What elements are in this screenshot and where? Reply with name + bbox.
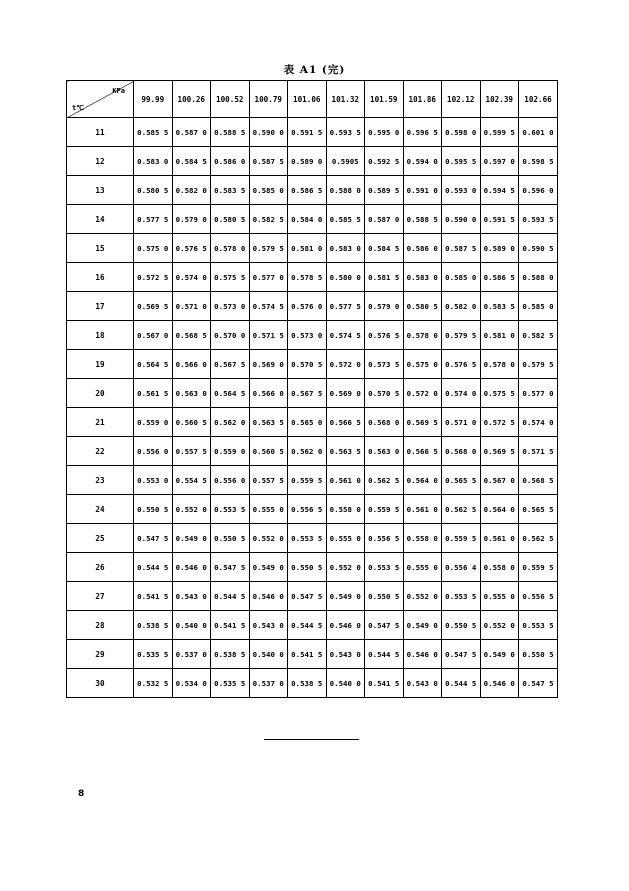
temperature-cell: 14: [67, 205, 134, 234]
value-cell: 0.568 5: [519, 466, 558, 495]
value-cell: 0.580 5: [211, 205, 250, 234]
value-cell: 0.559 0: [134, 408, 173, 437]
value-cell: 0.586 5: [480, 263, 519, 292]
value-cell: 0.556 5: [288, 495, 327, 524]
value-cell: 0.567 5: [288, 379, 327, 408]
value-cell: 0.544 5: [211, 582, 250, 611]
value-cell: 0.583 5: [211, 176, 250, 205]
value-cell: 0.582 5: [519, 321, 558, 350]
value-cell: 0.588 0: [519, 263, 558, 292]
value-cell: 0.557 5: [172, 437, 211, 466]
value-cell: 0.588 5: [403, 205, 442, 234]
value-cell: 0.566 5: [326, 408, 365, 437]
value-cell: 0.564 5: [211, 379, 250, 408]
value-cell: 0.564 5: [134, 350, 173, 379]
value-cell: 0.586 0: [403, 234, 442, 263]
value-cell: 0.547 5: [519, 669, 558, 698]
temperature-cell: 23: [67, 466, 134, 495]
table-row: [67, 118, 558, 147]
pressure-header-cell: 101.59: [365, 81, 404, 118]
table-row: [67, 379, 558, 408]
value-cell: 0.576 5: [442, 350, 481, 379]
value-cell: 0.576 5: [365, 321, 404, 350]
value-cell: 0.572 5: [134, 263, 173, 292]
value-cell: 0.598 0: [442, 118, 481, 147]
value-cell: 0.549 0: [326, 582, 365, 611]
table-row: [67, 669, 558, 698]
value-cell: 0.587 0: [172, 118, 211, 147]
value-cell: 0.579 5: [519, 350, 558, 379]
value-cell: 0.559 0: [211, 437, 250, 466]
value-cell: 0.567 0: [480, 466, 519, 495]
table-row: [67, 321, 558, 350]
value-cell: 0.592 5: [365, 147, 404, 176]
value-cell: 0.573 0: [288, 321, 327, 350]
value-cell: 0.579 5: [442, 321, 481, 350]
value-cell: 0.544 5: [442, 669, 481, 698]
value-cell: 0.543 0: [172, 582, 211, 611]
value-cell: 0.579 0: [365, 292, 404, 321]
value-cell: 0.553 0: [134, 466, 173, 495]
value-cell: 0.553 5: [365, 553, 404, 582]
value-cell: 0.541 5: [134, 582, 173, 611]
value-cell: 0.554 5: [172, 466, 211, 495]
header-row: [67, 81, 558, 118]
value-cell: 0.537 0: [172, 640, 211, 669]
temperature-cell: 18: [67, 321, 134, 350]
value-cell: 0.566 0: [172, 350, 211, 379]
value-cell: 0.549 0: [403, 611, 442, 640]
value-cell: 0.561 0: [480, 524, 519, 553]
table-row: [67, 205, 558, 234]
value-cell: 0.558 0: [403, 524, 442, 553]
value-cell: 0.538 5: [211, 640, 250, 669]
value-cell: 0.585 0: [249, 176, 288, 205]
value-cell: 0.563 5: [326, 437, 365, 466]
value-cell: 0.544 5: [134, 553, 173, 582]
temperature-cell: 16: [67, 263, 134, 292]
value-cell: 0.587 5: [249, 147, 288, 176]
table-row: [67, 292, 558, 321]
temperature-cell: 26: [67, 553, 134, 582]
value-cell: 0.559 5: [365, 495, 404, 524]
value-cell: 0.578 0: [480, 350, 519, 379]
value-cell: 0.591 5: [288, 118, 327, 147]
value-cell: 0.562 0: [211, 408, 250, 437]
value-cell: 0.587 0: [365, 205, 404, 234]
value-cell: 0.547 5: [211, 553, 250, 582]
value-cell: 0.540 0: [326, 669, 365, 698]
value-cell: 0.557 5: [249, 466, 288, 495]
value-cell: 0.555 0: [480, 582, 519, 611]
value-cell: 0.537 0: [249, 669, 288, 698]
value-cell: 0.556 5: [519, 582, 558, 611]
value-cell: 0.555 0: [403, 553, 442, 582]
value-cell: 0.569 0: [326, 379, 365, 408]
value-cell: 0.552 0: [172, 495, 211, 524]
value-cell: 0.552 0: [249, 524, 288, 553]
value-cell: 0.576 0: [288, 292, 327, 321]
value-cell: 0.546 0: [249, 582, 288, 611]
value-cell: 0.550 5: [134, 495, 173, 524]
value-cell: 0.598 5: [519, 147, 558, 176]
value-cell: 0.538 5: [288, 669, 327, 698]
value-cell: 0.562 5: [442, 495, 481, 524]
temperature-cell: 25: [67, 524, 134, 553]
corner-header-cell: [67, 81, 134, 118]
value-cell: 0.581 0: [480, 321, 519, 350]
value-cell: 0.534 0: [172, 669, 211, 698]
value-cell: 0.563 0: [365, 437, 404, 466]
value-cell: 0.553 5: [519, 611, 558, 640]
value-cell: 0.591 5: [480, 205, 519, 234]
value-cell: 0.566 5: [403, 437, 442, 466]
value-cell: 0.595 5: [442, 147, 481, 176]
table-row: [67, 176, 558, 205]
table-row: [67, 582, 558, 611]
value-cell: 0.576 5: [172, 234, 211, 263]
value-cell: 0.577 0: [519, 379, 558, 408]
value-cell: 0.555 0: [326, 524, 365, 553]
value-cell: 0.569 5: [403, 408, 442, 437]
value-cell: 0.578 0: [211, 234, 250, 263]
value-cell: 0.572 0: [326, 350, 365, 379]
temperature-cell: 24: [67, 495, 134, 524]
value-cell: 0.556 5: [365, 524, 404, 553]
value-cell: 0.570 0: [211, 321, 250, 350]
value-cell: 0.570 5: [365, 379, 404, 408]
value-cell: 0.582 0: [442, 292, 481, 321]
value-cell: 0.575 0: [134, 234, 173, 263]
value-cell: 0.572 0: [403, 379, 442, 408]
temperature-cell: 12: [67, 147, 134, 176]
table-row: [67, 437, 558, 466]
value-cell: 0.572 5: [480, 408, 519, 437]
value-cell: 0.575 5: [211, 263, 250, 292]
value-cell: 0.580 5: [134, 176, 173, 205]
value-cell: 0.573 0: [211, 292, 250, 321]
value-cell: 0.574 5: [326, 321, 365, 350]
value-cell: 0.549 0: [172, 524, 211, 553]
value-cell: 0.594 5: [480, 176, 519, 205]
pressure-header-cell: 102.39: [480, 81, 519, 118]
value-cell: 0.550 5: [365, 582, 404, 611]
value-cell: 0.593 0: [442, 176, 481, 205]
value-cell: 0.575 0: [403, 350, 442, 379]
value-cell: 0.570 5: [288, 350, 327, 379]
table-body: [67, 81, 558, 698]
value-cell: 0.584 0: [288, 205, 327, 234]
value-cell: 0.546 0: [403, 640, 442, 669]
value-cell: 0.582 0: [172, 176, 211, 205]
value-cell: 0.597 0: [480, 147, 519, 176]
value-cell: 0.583 0: [403, 263, 442, 292]
temperature-cell: 20: [67, 379, 134, 408]
pressure-header-cell: 101.06: [288, 81, 327, 118]
value-cell: 0.574 0: [519, 408, 558, 437]
value-cell: 0.562 0: [288, 437, 327, 466]
pressure-header-cell: 101.86: [403, 81, 442, 118]
value-cell: 0.574 0: [442, 379, 481, 408]
temperature-cell: 28: [67, 611, 134, 640]
value-cell: 0.568 5: [172, 321, 211, 350]
value-cell: 0.578 5: [288, 263, 327, 292]
value-cell: 0.577 0: [249, 263, 288, 292]
value-cell: 0.550 5: [288, 553, 327, 582]
temperature-unit-label: t℃: [72, 104, 85, 112]
value-cell: 0.535 5: [211, 669, 250, 698]
value-cell: 0.546 0: [172, 553, 211, 582]
value-cell: 0.543 0: [403, 669, 442, 698]
value-cell: 0.579 0: [172, 205, 211, 234]
pressure-header-cell: 102.66: [519, 81, 558, 118]
value-cell: 0.581 5: [365, 263, 404, 292]
value-cell: 0.563 0: [172, 379, 211, 408]
table-caption: 表 A1 (完): [283, 64, 346, 76]
value-cell: 0.540 0: [249, 640, 288, 669]
value-cell: 0.5905: [326, 147, 365, 176]
value-cell: 0.569 0: [249, 350, 288, 379]
value-cell: 0.585 0: [519, 292, 558, 321]
value-cell: 0.562 5: [519, 524, 558, 553]
end-rule: [264, 739, 359, 740]
pressure-header-cell: 100.52: [211, 81, 250, 118]
value-cell: 0.585 0: [442, 263, 481, 292]
value-cell: 0.580 5: [403, 292, 442, 321]
table-row: [67, 408, 558, 437]
value-cell: 0.565 5: [519, 495, 558, 524]
value-cell: 0.549 0: [480, 640, 519, 669]
value-cell: 0.540 0: [172, 611, 211, 640]
table-row: [67, 466, 558, 495]
value-cell: 0.571 0: [442, 408, 481, 437]
value-cell: 0.589 5: [365, 176, 404, 205]
value-cell: 0.567 5: [211, 350, 250, 379]
value-cell: 0.561 5: [134, 379, 173, 408]
temperature-cell: 21: [67, 408, 134, 437]
value-cell: 0.550 5: [211, 524, 250, 553]
value-cell: 0.586 5: [288, 176, 327, 205]
value-cell: 0.544 5: [288, 611, 327, 640]
value-cell: 0.584 5: [172, 147, 211, 176]
value-cell: 0.565 5: [442, 466, 481, 495]
value-cell: 0.547 5: [288, 582, 327, 611]
value-cell: 0.559 5: [288, 466, 327, 495]
table-row: [67, 553, 558, 582]
temperature-cell: 15: [67, 234, 134, 263]
table-row: [67, 263, 558, 292]
value-cell: 0.599 5: [480, 118, 519, 147]
value-cell: 0.583 0: [326, 234, 365, 263]
value-cell: 0.593 5: [519, 205, 558, 234]
value-cell: 0.583 0: [134, 147, 173, 176]
value-cell: 0.535 5: [134, 640, 173, 669]
value-cell: 0.558 0: [326, 495, 365, 524]
value-cell: 0.553 5: [211, 495, 250, 524]
value-cell: 0.564 0: [480, 495, 519, 524]
table-row: [67, 524, 558, 553]
value-cell: 0.565 0: [288, 408, 327, 437]
value-cell: 0.573 5: [365, 350, 404, 379]
value-cell: 0.556 4: [442, 553, 481, 582]
value-cell: 0.584 5: [365, 234, 404, 263]
value-cell: 0.588 0: [326, 176, 365, 205]
value-cell: 0.589 0: [480, 234, 519, 263]
value-cell: 0.541 5: [211, 611, 250, 640]
table-row: [67, 640, 558, 669]
value-cell: 0.563 5: [249, 408, 288, 437]
value-cell: 0.585 5: [326, 205, 365, 234]
value-cell: 0.568 0: [442, 437, 481, 466]
value-cell: 0.553 5: [442, 582, 481, 611]
value-cell: 0.558 0: [480, 553, 519, 582]
value-cell: 0.586 0: [211, 147, 250, 176]
value-cell: 0.589 0: [288, 147, 327, 176]
temperature-cell: 19: [67, 350, 134, 379]
pressure-header-cell: 100.26: [172, 81, 211, 118]
temperature-cell: 22: [67, 437, 134, 466]
value-cell: 0.569 5: [480, 437, 519, 466]
value-cell: 0.538 5: [134, 611, 173, 640]
value-cell: 0.575 5: [480, 379, 519, 408]
value-cell: 0.588 5: [211, 118, 250, 147]
pressure-header-cell: 99.99: [134, 81, 173, 118]
value-cell: 0.562 5: [365, 466, 404, 495]
temperature-cell: 30: [67, 669, 134, 698]
value-cell: 0.550 5: [442, 611, 481, 640]
value-cell: 0.587 5: [442, 234, 481, 263]
value-cell: 0.571 0: [172, 292, 211, 321]
correction-table: [66, 80, 558, 698]
value-cell: 0.561 0: [403, 495, 442, 524]
value-cell: 0.564 0: [403, 466, 442, 495]
value-cell: 0.553 5: [288, 524, 327, 553]
table-row: [67, 147, 558, 176]
value-cell: 0.555 0: [249, 495, 288, 524]
value-cell: 0.590 0: [249, 118, 288, 147]
temperature-cell: 13: [67, 176, 134, 205]
value-cell: 0.559 5: [442, 524, 481, 553]
table-row: [67, 611, 558, 640]
value-cell: 0.543 0: [249, 611, 288, 640]
value-cell: 0.552 0: [480, 611, 519, 640]
value-cell: 0.552 0: [326, 553, 365, 582]
value-cell: 0.561 0: [326, 466, 365, 495]
temperature-cell: 27: [67, 582, 134, 611]
value-cell: 0.596 5: [403, 118, 442, 147]
value-cell: 0.579 5: [249, 234, 288, 263]
value-cell: 0.571 5: [249, 321, 288, 350]
value-cell: 0.556 0: [211, 466, 250, 495]
table-row: [67, 234, 558, 263]
pressure-header-cell: 100.79: [249, 81, 288, 118]
value-cell: 0.547 5: [365, 611, 404, 640]
value-cell: 0.577 5: [326, 292, 365, 321]
value-cell: 0.560 5: [249, 437, 288, 466]
value-cell: 0.569 5: [134, 292, 173, 321]
value-cell: 0.595 0: [365, 118, 404, 147]
temperature-cell: 17: [67, 292, 134, 321]
pressure-header-cell: 102.12: [442, 81, 481, 118]
value-cell: 0.547 5: [442, 640, 481, 669]
value-cell: 0.547 5: [134, 524, 173, 553]
value-cell: 0.571 5: [519, 437, 558, 466]
value-cell: 0.581 0: [288, 234, 327, 263]
value-cell: 0.567 0: [134, 321, 173, 350]
value-cell: 0.585 5: [134, 118, 173, 147]
temperature-cell: 11: [67, 118, 134, 147]
value-cell: 0.546 0: [326, 611, 365, 640]
value-cell: 0.568 0: [365, 408, 404, 437]
temperature-cell: 29: [67, 640, 134, 669]
value-cell: 0.590 0: [442, 205, 481, 234]
page-number: 8: [78, 789, 85, 799]
pressure-header-cell: 101.32: [326, 81, 365, 118]
value-cell: 0.580 0: [326, 263, 365, 292]
value-cell: 0.601 0: [519, 118, 558, 147]
value-cell: 0.574 5: [249, 292, 288, 321]
pressure-unit-label: KPa: [112, 87, 125, 95]
table-row: [67, 350, 558, 379]
value-cell: 0.550 5: [519, 640, 558, 669]
value-cell: 0.582 5: [249, 205, 288, 234]
value-cell: 0.591 0: [403, 176, 442, 205]
value-cell: 0.556 0: [134, 437, 173, 466]
value-cell: 0.574 0: [172, 263, 211, 292]
value-cell: 0.593 5: [326, 118, 365, 147]
value-cell: 0.577 5: [134, 205, 173, 234]
value-cell: 0.541 5: [365, 669, 404, 698]
value-cell: 0.541 5: [288, 640, 327, 669]
value-cell: 0.560 5: [172, 408, 211, 437]
value-cell: 0.578 0: [403, 321, 442, 350]
value-cell: 0.552 0: [403, 582, 442, 611]
value-cell: 0.546 0: [480, 669, 519, 698]
value-cell: 0.590 5: [519, 234, 558, 263]
value-cell: 0.594 0: [403, 147, 442, 176]
table-row: [67, 495, 558, 524]
value-cell: 0.549 0: [249, 553, 288, 582]
value-cell: 0.544 5: [365, 640, 404, 669]
value-cell: 0.543 0: [326, 640, 365, 669]
value-cell: 0.532 5: [134, 669, 173, 698]
value-cell: 0.566 0: [249, 379, 288, 408]
value-cell: 0.559 5: [519, 553, 558, 582]
value-cell: 0.583 5: [480, 292, 519, 321]
value-cell: 0.596 0: [519, 176, 558, 205]
